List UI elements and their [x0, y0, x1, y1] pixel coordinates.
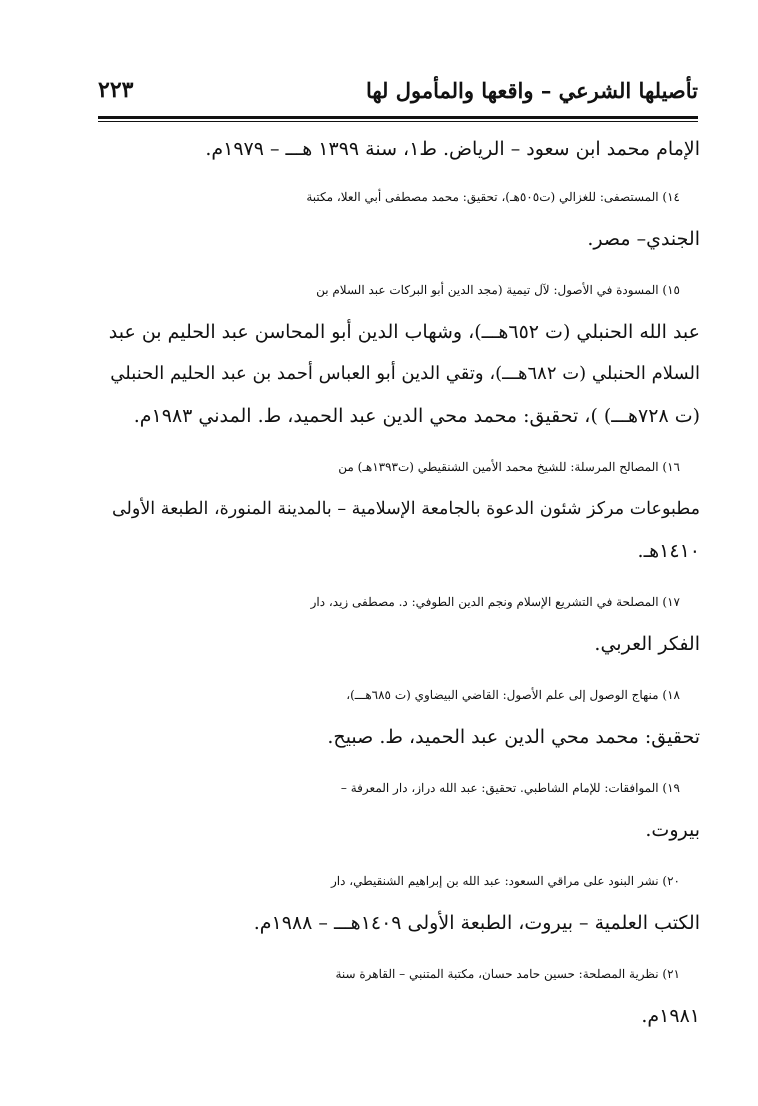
bibliography-list: [100, 128, 700, 1046]
entry-line: تحقيق: محمد محي الدين عبد الحميد، ط. صبيح.: [327, 726, 700, 748]
entry-line: السلام الحنبلي (ت ٦٨٢هـــ)، وتقي الدين أبو العباس أحمد بن عبد الحليم الحنبلي: [110, 363, 700, 384]
bibliography-entry-14: [100, 176, 700, 260]
bibliography-entry-17: [100, 581, 700, 665]
entry-line: ١٩) الموافقات: للإمام الشاطبي. تحقيق: عبد الله دراز، دار المعرفة –: [340, 781, 680, 795]
page-number: ٢٢٣: [98, 77, 134, 103]
entry-line: ١٤١٠هـ.: [637, 540, 700, 562]
entry-line: ١٧) المصلحة في التشريع الإسلام ونجم الدين الطوفي: د. مصطفى زيد، دار: [310, 595, 680, 609]
entry-line: عبد الله الحنبلي (ت ٦٥٢هـــ)، وشهاب الدين أبو المحاسن عبد الحليم بن عبد: [108, 321, 700, 343]
bibliography-entry-19: [100, 767, 700, 851]
entry-line: مطبوعات مركز شئون الدعوة بالجامعة الإسلامية – بالمدينة المنورة، الطبعة الأولى: [111, 499, 700, 519]
bibliography-entry-21: [100, 953, 700, 1037]
bibliography-entry-15: [100, 269, 700, 437]
entry-line: ١٩٨١م.: [641, 1005, 700, 1027]
entry-line: ١٦) المصالح المرسلة: للشيخ محمد الأمين الشنقيطي (ت١٣٩٣هـ) من: [338, 460, 680, 474]
entry-line: ١٥) المسودة في الأصول: لآل تيمية (مجد الدين أبو البركات عبد السلام بن: [316, 283, 680, 297]
entry-line: (ت ٧٢٨هـــ) )، تحقيق: محمد محي الدين عبد الحميد، ط. المدني ١٩٨٣م.: [133, 405, 700, 427]
entry-line: ٢١) نظرية المصلحة: حسين حامد حسان، مكتبة المتنبي – القاهرة سنة: [335, 967, 680, 981]
bibliography-entry-16: [100, 446, 700, 572]
running-title: تأصيلها الشرعي – واقعها والمأمول لها: [365, 77, 698, 103]
bibliography-entry-18: [100, 674, 700, 758]
running-header: [98, 70, 698, 110]
entry-line: الإمام محمد ابن سعود – الرياض. ط١، سنة ١٣٩٩ هـــ – ١٩٧٩م.: [205, 138, 700, 160]
header-rule: [98, 116, 698, 119]
entry-line: الفكر العربي.: [594, 633, 700, 655]
entry-line: الكتب العلمية – بيروت، الطبعة الأولى ١٤٠٩هـــ – ١٩٨٨م.: [253, 912, 700, 934]
entry-line: الجندي– مصر.: [587, 228, 700, 250]
bibliography-entry-continued: [100, 128, 700, 170]
entry-line: ١٤) المستصفى: للغزالي (ت٥٠٥هـ)، تحقيق: محمد مصطفى أبي العلا، مكتبة: [306, 190, 680, 204]
entry-line: ١٨) منهاج الوصول إلى علم الأصول: القاضي البيضاوي (ت ٦٨٥هـــ)،: [346, 688, 680, 702]
entry-line: بيروت.: [645, 819, 700, 841]
header-rule-thin: [98, 121, 698, 122]
entry-line: ٢٠) نشر البنود على مراقي السعود: عبد الله بن إبراهيم الشنقيطي، دار: [330, 874, 680, 888]
bibliography-entry-20: [100, 860, 700, 944]
